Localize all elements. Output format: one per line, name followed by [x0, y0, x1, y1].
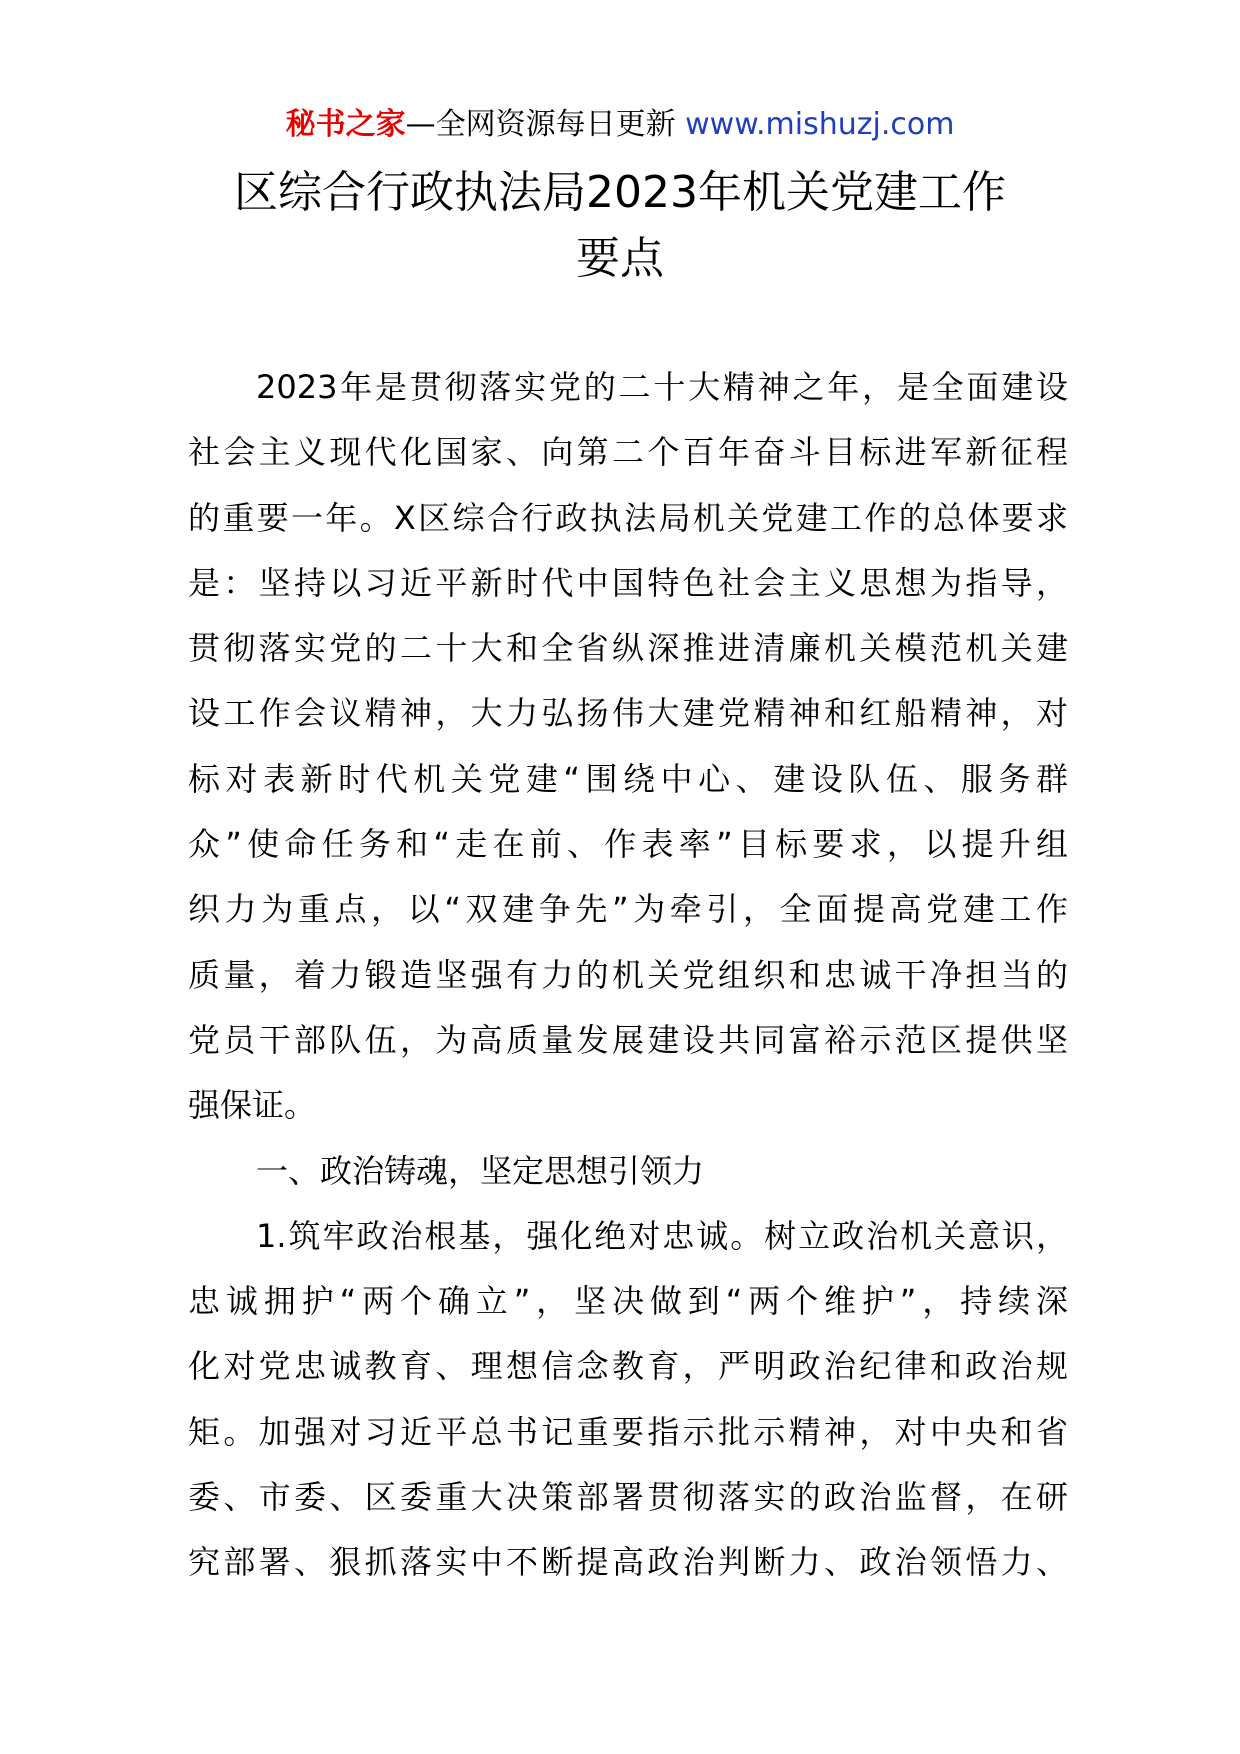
header-url-link[interactable]: www.mishuzj.com: [685, 107, 955, 142]
body-line: 众”使命任务和“走在前、作表率”目标要求，以提升组: [188, 825, 1068, 864]
header-tagline: —全网资源每日更新: [405, 107, 676, 142]
body-line: 是：坚持以习近平新时代中国特色社会主义思想为指导，: [188, 563, 1068, 602]
body-line: 化对党忠诚教育、理想信念教育，严明政治纪律和政治规: [188, 1347, 1068, 1386]
body-line: 委、市委、区委重大决策部署贯彻落实的政治监督，在研: [188, 1478, 1068, 1517]
body-line: 贯彻落实党的二十大和全省纵深推进清廉机关模范机关建: [188, 629, 1068, 668]
body-line: 1.筑牢政治根基，强化绝对忠诚。树立政治机关意识，: [256, 1216, 1068, 1255]
body-line: 党员干部队伍，为高质量发展建设共同富裕示范区提供坚: [188, 1020, 1068, 1059]
body-line: 设工作会议精神，大力弘扬伟大建党精神和红船精神，对: [188, 694, 1068, 733]
title-line-2: 要点: [576, 233, 664, 284]
body-line: 2023年是贯彻落实党的二十大精神之年，是全面建设: [256, 368, 1068, 406]
body-line: 忠诚拥护“两个确立”，坚决做到“两个维护”，持续深: [188, 1282, 1068, 1321]
header-brand: 秘书之家: [285, 107, 406, 142]
body-line: 标对表新时代机关党建“围绕中心、建设队伍、服务群: [188, 759, 1068, 798]
section-heading: 一、政治铸魂，坚定思想引领力: [256, 1151, 705, 1190]
title-line-1: 区综合行政执法局2023年机关党建工作: [234, 167, 1006, 218]
body-line: 织力为重点，以“双建争先”为牵引，全面提高党建工作: [188, 890, 1068, 929]
body-line: 的重要一年。X区综合行政执法局机关党建工作的总体要求: [188, 498, 1068, 537]
document-body: [188, 355, 1068, 1596]
body-line: 究部署、狠抓落实中不断提高政治判断力、政治领悟力、: [188, 1543, 1068, 1582]
body-line: 社会主义现代化国家、向第二个百年奋斗目标进军新征程: [188, 433, 1068, 472]
body-line: 强保证。: [188, 1086, 317, 1125]
body-line: 矩。加强对习近平总书记重要指示批示精神，对中央和省: [188, 1412, 1068, 1451]
body-line: 质量，着力锻造坚强有力的机关党组织和忠诚干净担当的: [188, 955, 1068, 994]
document-title: [150, 160, 1090, 292]
site-header: [0, 103, 1240, 147]
